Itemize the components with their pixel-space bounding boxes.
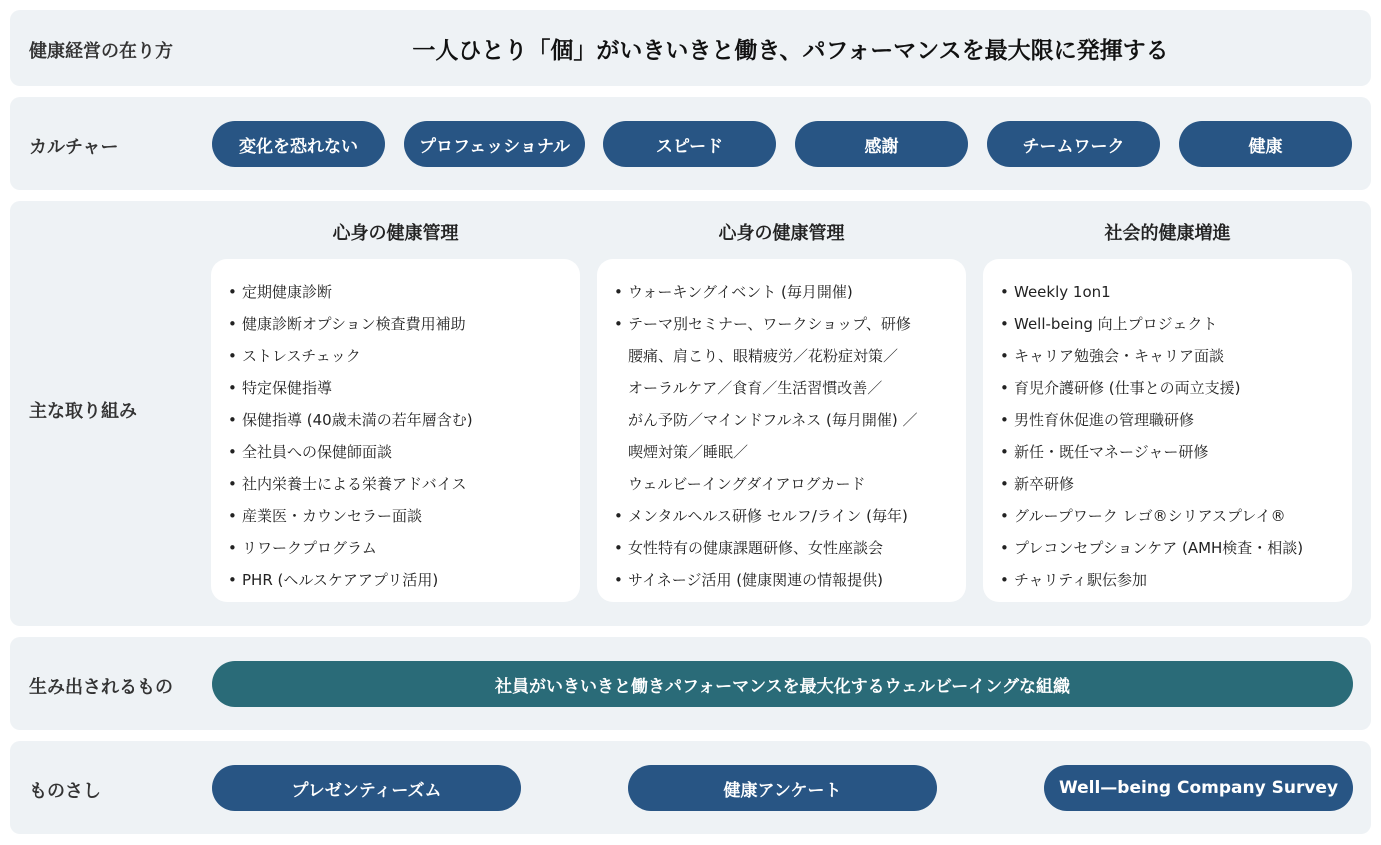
initiative-item: • サイネージ活用 (健康関連の情報提供): [614, 564, 966, 596]
philosophy-row: [10, 10, 1371, 86]
initiative-item: • 全社員への保健師面談: [228, 436, 580, 468]
initiative-card-mind-body-2: [597, 259, 966, 602]
initiative-item: • 定期健康診断: [228, 276, 580, 308]
initiative-item: • Well-being 向上プロジェクト: [1000, 308, 1352, 340]
initiative-item: ウェルビーイングダイアログカード: [628, 475, 866, 493]
initiatives-row: [10, 201, 1371, 626]
outcome-row: [10, 637, 1371, 730]
initiative-item: • 男性育休促進の管理職研修: [1000, 404, 1352, 436]
culture-value-speed: スピード: [603, 121, 776, 167]
column-title-mind-body-1: 心身の健康管理: [332, 223, 459, 244]
initiative-item: オーラルケア／食育／生活習慣改善／: [628, 379, 883, 397]
initiatives-label: 主な取り組み: [29, 401, 137, 422]
initiative-item: • ストレスチェック: [228, 340, 580, 372]
initiative-item: • ウォーキングイベント (毎月開催): [614, 276, 966, 308]
initiative-item: • プレコンセプションケア (AMH検査・相談): [1000, 532, 1352, 564]
initiative-item: • 女性特有の健康課題研修、女性座談会: [614, 532, 966, 564]
initiative-item: • グループワーク レゴ®シリアスプレイ®: [1000, 500, 1352, 532]
initiative-item: • 産業医・カウンセラー面談: [228, 500, 580, 532]
initiative-card-social-health: [983, 259, 1352, 602]
outcome-label: 生み出されるもの: [29, 677, 173, 698]
initiative-item: • テーマ別セミナー、ワークショップ、研修: [614, 308, 966, 340]
metrics-label: ものさし: [29, 781, 101, 802]
initiative-item: • Weekly 1on1: [1000, 276, 1352, 308]
metric-presenteeism: プレゼンティーズム: [212, 765, 521, 811]
initiative-item: • 育児介護研修 (仕事との両立支援): [1000, 372, 1352, 404]
culture-value-change: 変化を恐れない: [212, 121, 385, 167]
culture-value-professional: プロフェッショナル: [404, 121, 585, 167]
culture-row: [10, 97, 1371, 190]
philosophy-label: 健康経営の在り方: [29, 41, 173, 62]
column-title-mind-body-2: 心身の健康管理: [718, 223, 845, 244]
initiative-item: • PHR (ヘルスケアアプリ活用): [228, 564, 580, 596]
initiative-card-mind-body-1: [211, 259, 580, 602]
initiative-list: [597, 259, 966, 596]
initiative-item: 喫煙対策／睡眠／: [628, 443, 749, 461]
initiative-item: • 健康診断オプション検査費用補助: [228, 308, 580, 340]
initiative-item: がん予防／マインドフルネス (毎月開催) ／: [628, 411, 918, 429]
column-title-social-health: 社会的健康増進: [1104, 223, 1231, 244]
outcome-statement: 社員がいきいきと働きパフォーマンスを最大化するウェルビーイングな組織: [212, 661, 1353, 707]
initiative-item: • メンタルヘルス研修 セルフ/ライン (毎年): [614, 500, 966, 532]
initiative-item: • チャリティ駅伝参加: [1000, 564, 1352, 596]
initiative-item: • 社内栄養士による栄養アドバイス: [228, 468, 580, 500]
initiative-list: [983, 259, 1352, 596]
initiative-list: [211, 259, 580, 596]
culture-value-health: 健康: [1179, 121, 1352, 167]
initiative-item: • リワークプログラム: [228, 532, 580, 564]
metric-health-survey: 健康アンケート: [628, 765, 937, 811]
initiative-item: • キャリア勉強会・キャリア面談: [1000, 340, 1352, 372]
initiative-item: • 新任・既任マネージャー研修: [1000, 436, 1352, 468]
philosophy-statement: 一人ひとり「個」がいきいきと働き、パフォーマンスを最大限に発揮する: [412, 38, 1169, 64]
culture-label: カルチャー: [29, 137, 119, 158]
metric-wellbeing-survey: Well—being Company Survey: [1044, 765, 1353, 811]
initiative-item: • 保健指導 (40歳未満の若年層含む): [228, 404, 580, 436]
culture-value-gratitude: 感謝: [795, 121, 968, 167]
initiative-item: • 特定保健指導: [228, 372, 580, 404]
culture-value-teamwork: チームワーク: [987, 121, 1160, 167]
initiative-item: • 新卒研修: [1000, 468, 1352, 500]
metrics-row: [10, 741, 1371, 834]
initiative-item: 腰痛、肩こり、眼精疲労／花粉症対策／: [628, 347, 899, 365]
